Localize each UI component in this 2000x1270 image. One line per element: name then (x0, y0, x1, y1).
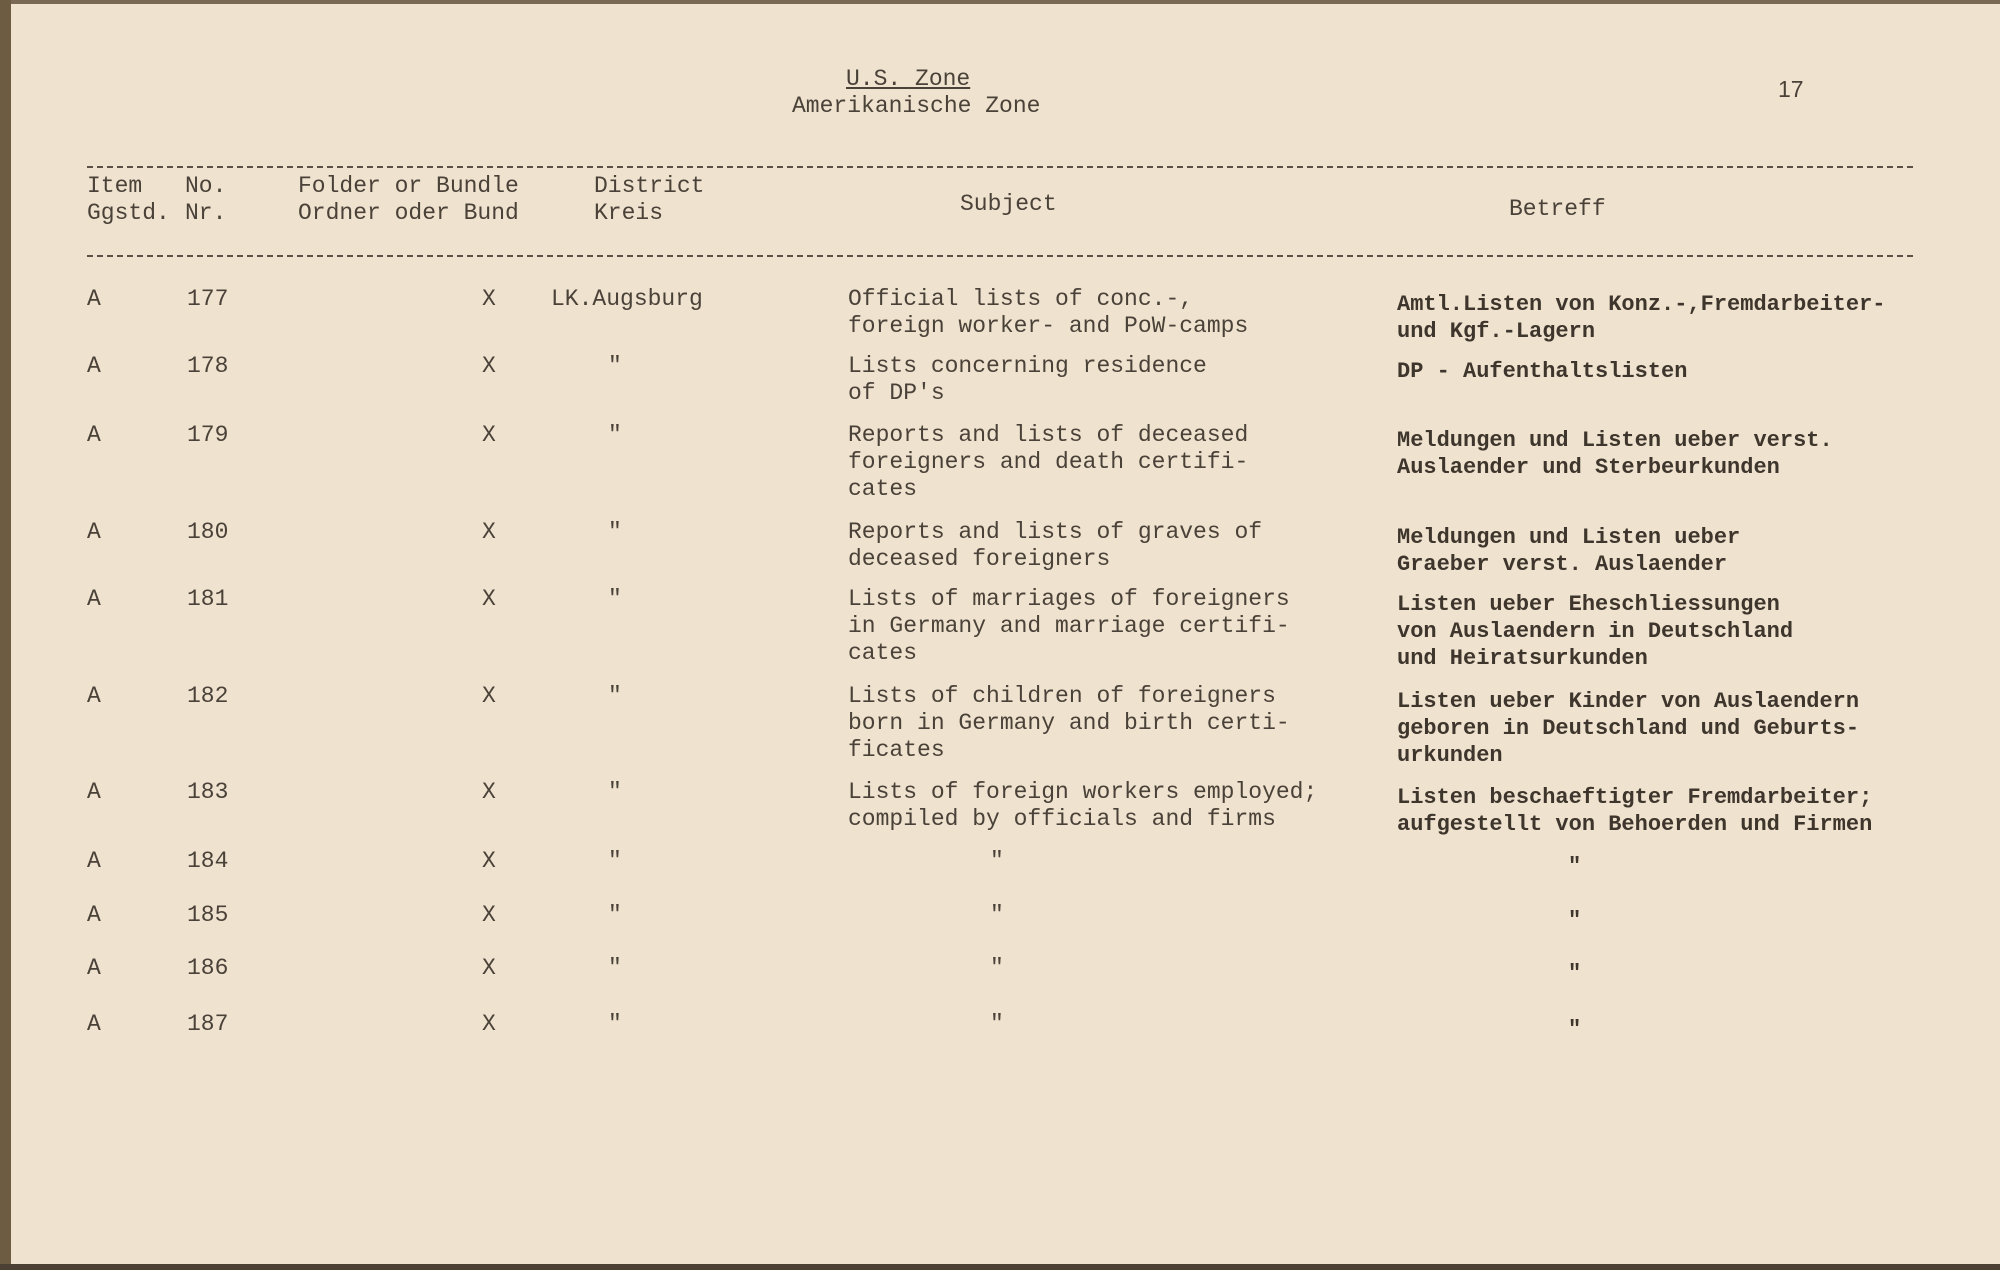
row-item: A (87, 683, 101, 709)
row-betreff: " (1568, 908, 1582, 933)
row-subject-line: Lists of foreign workers employed; (848, 779, 1318, 805)
row-item: A (87, 422, 101, 448)
row-subject-line: compiled by officials and firms (848, 806, 1276, 832)
page-number: 17 (1778, 76, 1804, 102)
row-district: " (608, 955, 622, 981)
divider-header (87, 255, 1913, 257)
row-number: 186 (187, 955, 229, 981)
divider-top (87, 166, 1913, 168)
row-betreff-line: urkunden (1397, 743, 1503, 768)
row-subject-line: Lists of marriages of foreigners (848, 586, 1290, 612)
row-subject-line: Official lists of conc.-, (848, 286, 1194, 312)
row-subject-line: of DP's (848, 380, 945, 406)
row-betreff-line: Listen ueber Kinder von Auslaendern (1397, 689, 1860, 714)
col-header-folder-de: Ordner oder Bund (298, 200, 519, 226)
col-header-no-de: Nr. (185, 200, 227, 226)
row-subject-line: in Germany and marriage certifi- (848, 613, 1290, 639)
row-number: 185 (187, 902, 229, 928)
row-item: A (87, 586, 101, 612)
row-subject-line: Lists concerning residence (848, 353, 1207, 379)
row-betreff-line: Meldungen und Listen ueber (1397, 525, 1741, 550)
col-header-subject: Subject (960, 191, 1057, 217)
row-number: 181 (187, 586, 229, 612)
row-item: A (87, 779, 101, 805)
row-folder-mark: X (482, 353, 496, 379)
row-folder-mark: X (482, 779, 496, 805)
row-subject-line: Lists of children of foreigners (848, 683, 1276, 709)
row-number: 179 (187, 422, 229, 448)
row-district: " (608, 519, 622, 545)
col-header-betreff: Betreff (1509, 196, 1606, 222)
row-betreff-line: und Heiratsurkunden (1397, 646, 1648, 671)
row-folder-mark: X (482, 519, 496, 545)
page-edge-bottom (0, 1264, 2000, 1270)
row-item: A (87, 519, 101, 545)
row-district: " (608, 683, 622, 709)
col-header-item-de: Ggstd. (87, 200, 170, 226)
row-district: LK.Augsburg (551, 286, 703, 312)
row-subject: " (990, 1011, 1004, 1037)
page-edge-left (0, 0, 11, 1270)
row-subject-line: deceased foreigners (848, 546, 1111, 572)
row-district: " (608, 779, 622, 805)
row-folder-mark: X (482, 286, 496, 312)
row-betreff-line: Listen ueber Eheschliessungen (1397, 592, 1780, 617)
row-subject-line: foreign worker- and PoW-camps (848, 313, 1249, 339)
row-subject: " (990, 902, 1004, 928)
row-district: " (608, 353, 622, 379)
row-betreff-line: aufgestellt von Behoerden und Firmen (1397, 812, 1873, 837)
document-title: U.S. Zone (846, 66, 971, 92)
col-header-folder: Folder or Bundle (298, 173, 519, 199)
page-edge-top (0, 0, 2000, 4)
row-district: " (608, 848, 622, 874)
row-subject-line: born in Germany and birth certi- (848, 710, 1290, 736)
row-folder-mark: X (482, 848, 496, 874)
row-number: 177 (187, 286, 229, 312)
row-betreff-line: Auslaender und Sterbeurkunden (1397, 455, 1780, 480)
row-folder-mark: X (482, 586, 496, 612)
row-betreff-line: DP - Aufenthaltslisten (1397, 359, 1688, 384)
document-subtitle: Amerikanische Zone (792, 93, 1041, 119)
row-district: " (608, 586, 622, 612)
row-number: 187 (187, 1011, 229, 1037)
row-subject-line: ficates (848, 737, 945, 763)
row-betreff: " (1568, 1017, 1582, 1042)
row-district: " (608, 422, 622, 448)
col-header-district-de: Kreis (594, 200, 664, 226)
row-subject: " (990, 848, 1004, 874)
row-item: A (87, 848, 101, 874)
row-item: A (87, 902, 101, 928)
row-number: 178 (187, 353, 229, 379)
row-subject-line: cates (848, 476, 918, 502)
row-district: " (608, 902, 622, 928)
row-item: A (87, 1011, 101, 1037)
row-district: " (608, 1011, 622, 1037)
row-item: A (87, 955, 101, 981)
row-number: 183 (187, 779, 229, 805)
row-betreff-line: Listen beschaeftigter Fremdarbeiter; (1397, 785, 1873, 810)
row-number: 180 (187, 519, 229, 545)
row-betreff-line: Graeber verst. Auslaender (1397, 552, 1728, 577)
row-folder-mark: X (482, 955, 496, 981)
col-header-no: No. (185, 173, 227, 199)
row-subject-line: Reports and lists of deceased (848, 422, 1249, 448)
col-header-item: Item (87, 173, 143, 199)
row-betreff: " (1568, 854, 1582, 879)
row-folder-mark: X (482, 422, 496, 448)
row-betreff-line: Amtl.Listen von Konz.-,Fremdarbeiter- (1397, 292, 1886, 317)
row-number: 182 (187, 683, 229, 709)
row-betreff-line: Meldungen und Listen ueber verst. (1397, 428, 1833, 453)
row-subject: " (990, 955, 1004, 981)
row-subject-line: foreigners and death certifi- (848, 449, 1249, 475)
row-item: A (87, 353, 101, 379)
row-betreff: " (1568, 961, 1582, 986)
row-folder-mark: X (482, 683, 496, 709)
row-folder-mark: X (482, 1011, 496, 1037)
row-betreff-line: geboren in Deutschland und Geburts- (1397, 716, 1860, 741)
col-header-district: District (594, 173, 705, 199)
row-item: A (87, 286, 101, 312)
row-number: 184 (187, 848, 229, 874)
row-betreff-line: und Kgf.-Lagern (1397, 319, 1596, 344)
row-subject-line: cates (848, 640, 918, 666)
row-betreff-line: von Auslaendern in Deutschland (1397, 619, 1794, 644)
row-subject-line: Reports and lists of graves of (848, 519, 1263, 545)
row-folder-mark: X (482, 902, 496, 928)
